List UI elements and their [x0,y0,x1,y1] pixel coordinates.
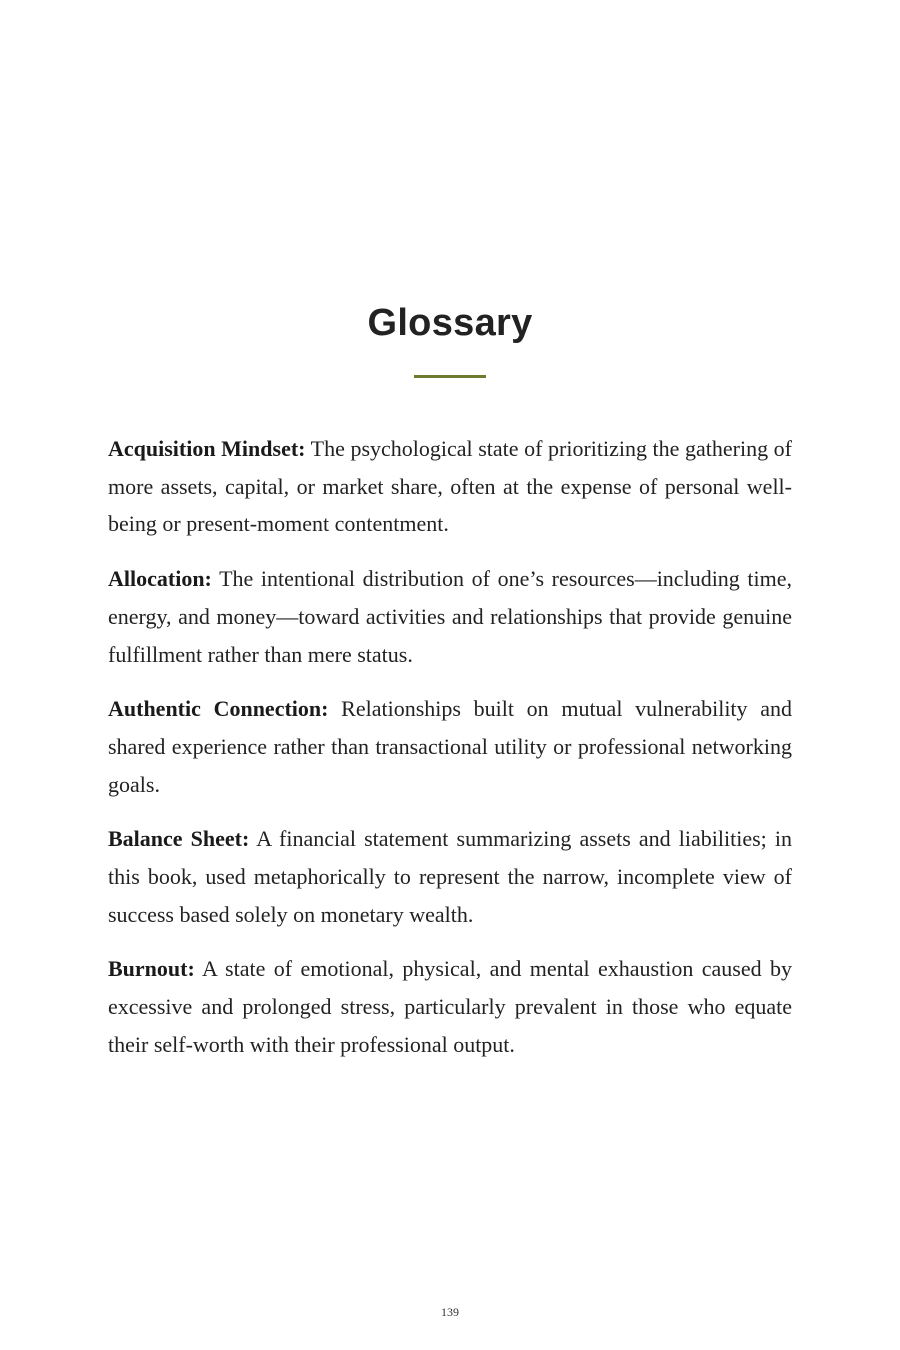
glossary-term: Balance Sheet: [108,826,250,852]
title-underline-rule [414,375,486,378]
glossary-definition: A state of emotional, physical, and mental exhaustion caused by excessive and prolonged stress, particularly prevalent in those who equate their self-worth with their professional output. [108,956,792,1057]
page-title: Glossary [367,302,533,344]
glossary-entry [108,690,792,803]
glossary-definition: The intentional distribution of one’s resources—including time, energy, and money—toward activities and relationships that provide genuine fulfillment rather than mere status. [108,566,793,667]
glossary-entry [108,430,792,543]
glossary-definition: A financial statement summarizing assets and liabilities; in this book, used metaphorically to represent the narrow, incomplete view of success based solely on monetary wealth. [108,826,793,927]
glossary-term: Allocation: [108,566,212,592]
glossary-term: Authentic Connection: [108,696,329,722]
page-number: 139 [441,1305,459,1319]
glossary-term: Acquisition Mindset: [108,436,306,461]
glossary-term: Burnout: [108,956,195,982]
glossary-definition: The psychological state of prioritizing the gathering of more assets, capital, or market share, often at the expense of personal well-being or present-moment contentment. [108,436,792,537]
glossary-definition: Relationships built on mutual vulnerability and shared experience rather than transactional utility or professional networking goals. [108,696,792,797]
glossary-entry [108,560,792,673]
glossary-entry [108,820,792,933]
glossary-entry [108,950,792,1063]
glossary-list [108,430,792,1081]
